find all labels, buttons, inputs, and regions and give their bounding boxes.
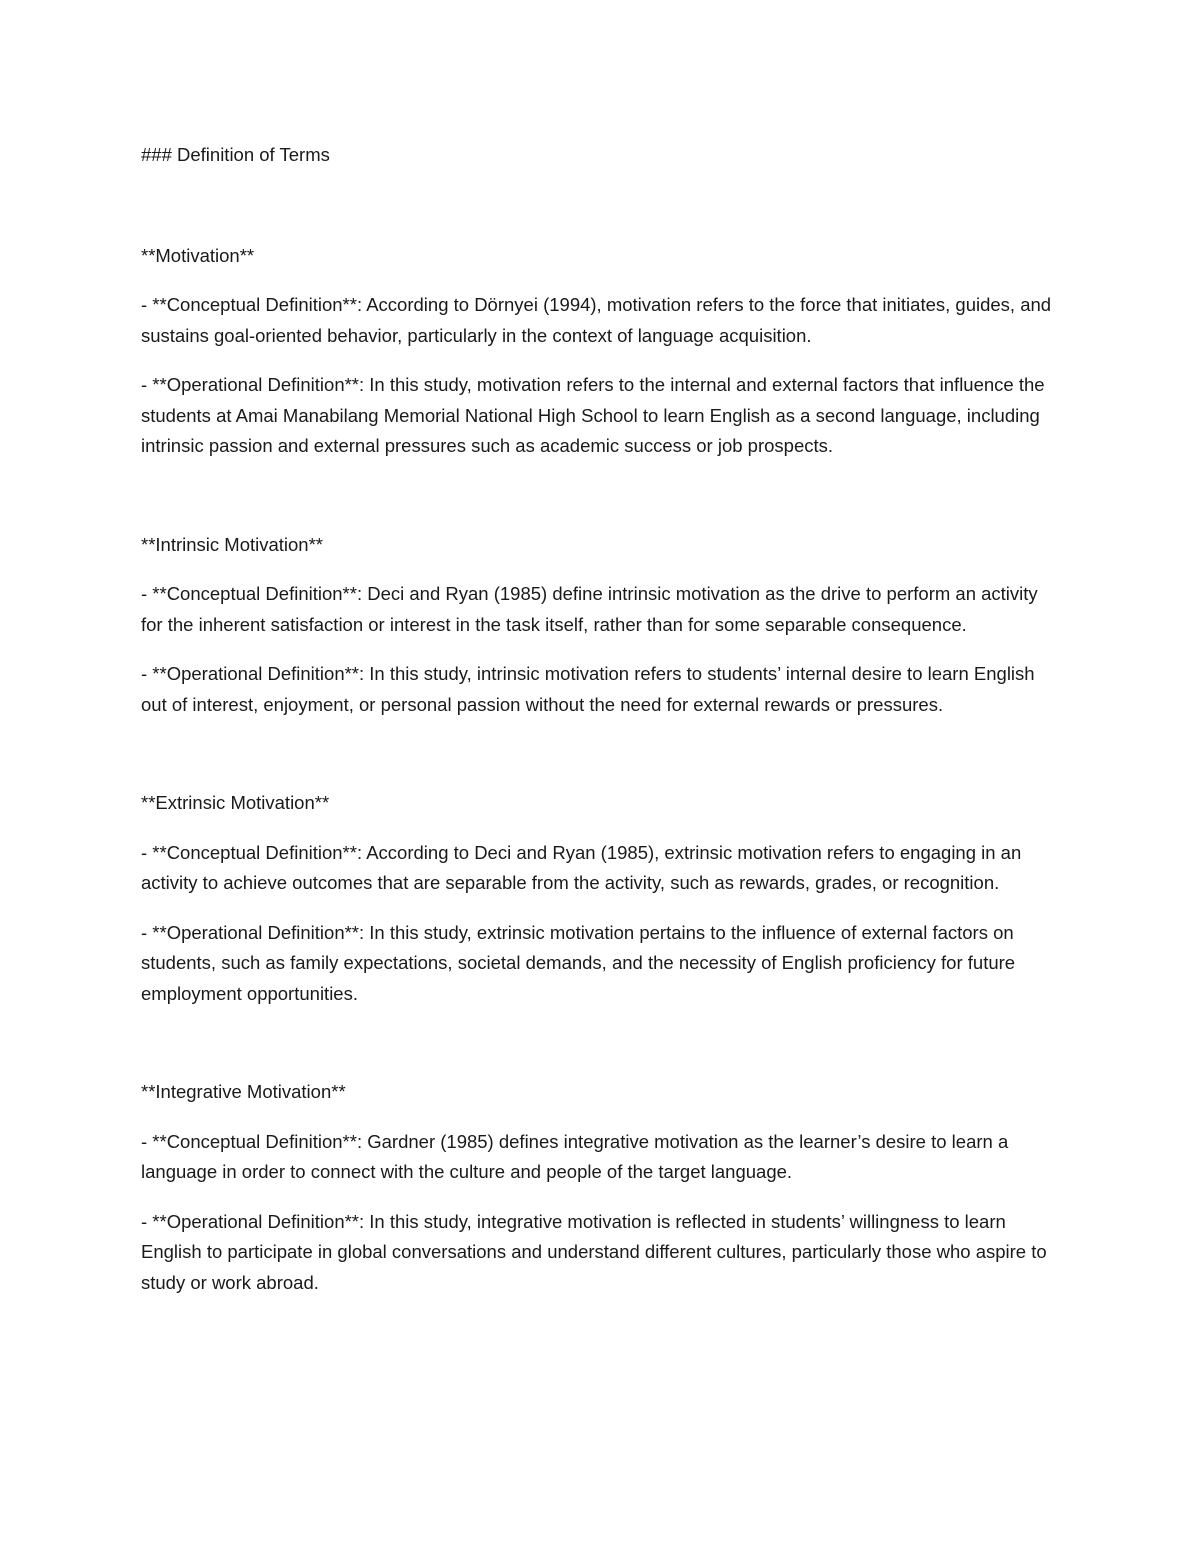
term-section-intrinsic-motivation <box>141 530 1061 721</box>
operational-definition: - **Operational Definition**: In this study, motivation refers to the internal and external factors that influence the students at Amai Manabilang Memorial National High School to learn English as a second language, including intrinsic passion and external pressures such as academic success or job prospects. <box>141 374 1045 456</box>
term-heading: **Motivation** <box>141 244 255 266</box>
term-heading: **Intrinsic Motivation** <box>141 533 323 555</box>
term-section-integrative-motivation <box>141 1077 1061 1298</box>
term-heading: **Extrinsic Motivation** <box>141 792 330 813</box>
term-section-extrinsic-motivation <box>141 788 1061 1009</box>
term-section-motivation <box>141 241 1061 462</box>
operational-definition: - **Operational Definition**: In this study, intrinsic motivation refers to students’ internal desire to learn English out of interest, enjoyment, or personal passion without the need for external rewards or pressures. <box>141 663 1035 715</box>
conceptual-definition: - **Conceptual Definition**: Gardner (1985) defines integrative motivation as the learner’s desire to learn a language in order to connect with the culture and people of the target language. <box>141 1130 1009 1182</box>
conceptual-definition: - **Conceptual Definition**: According to Deci and Ryan (1985), extrinsic motivation refers to engaging in an activity to achieve outcomes that are separable from the activity, such as rewards, grades, or recognition. <box>141 841 1022 893</box>
operational-definition: - **Operational Definition**: In this study, integrative motivation is reflected in students’ willingness to learn English to participate in global conversations and understand different cultures, particularly those who aspire to study or work abroad. <box>141 1210 1047 1293</box>
conceptual-definition: - **Conceptual Definition**: According to Dörnyei (1994), motivation refers to the force that initiates, guides, and sustains goal-oriented behavior, particularly in the context of language acquisition. <box>141 294 1052 346</box>
operational-definition: - **Operational Definition**: In this study, extrinsic motivation pertains to the influence of external factors on students, such as family expectations, societal demands, and the necessity of English proficiency for future employment opportunities. <box>141 921 1016 1004</box>
document-heading: ### Definition of Terms <box>141 144 330 165</box>
term-heading: **Integrative Motivation** <box>141 1081 346 1102</box>
conceptual-definition: - **Conceptual Definition**: Deci and Ryan (1985) define intrinsic motivation as the drive to perform an activity for the inherent satisfaction or interest in the task itself, rather than for some separable consequence. <box>141 583 1038 635</box>
document-body <box>141 140 1061 1298</box>
